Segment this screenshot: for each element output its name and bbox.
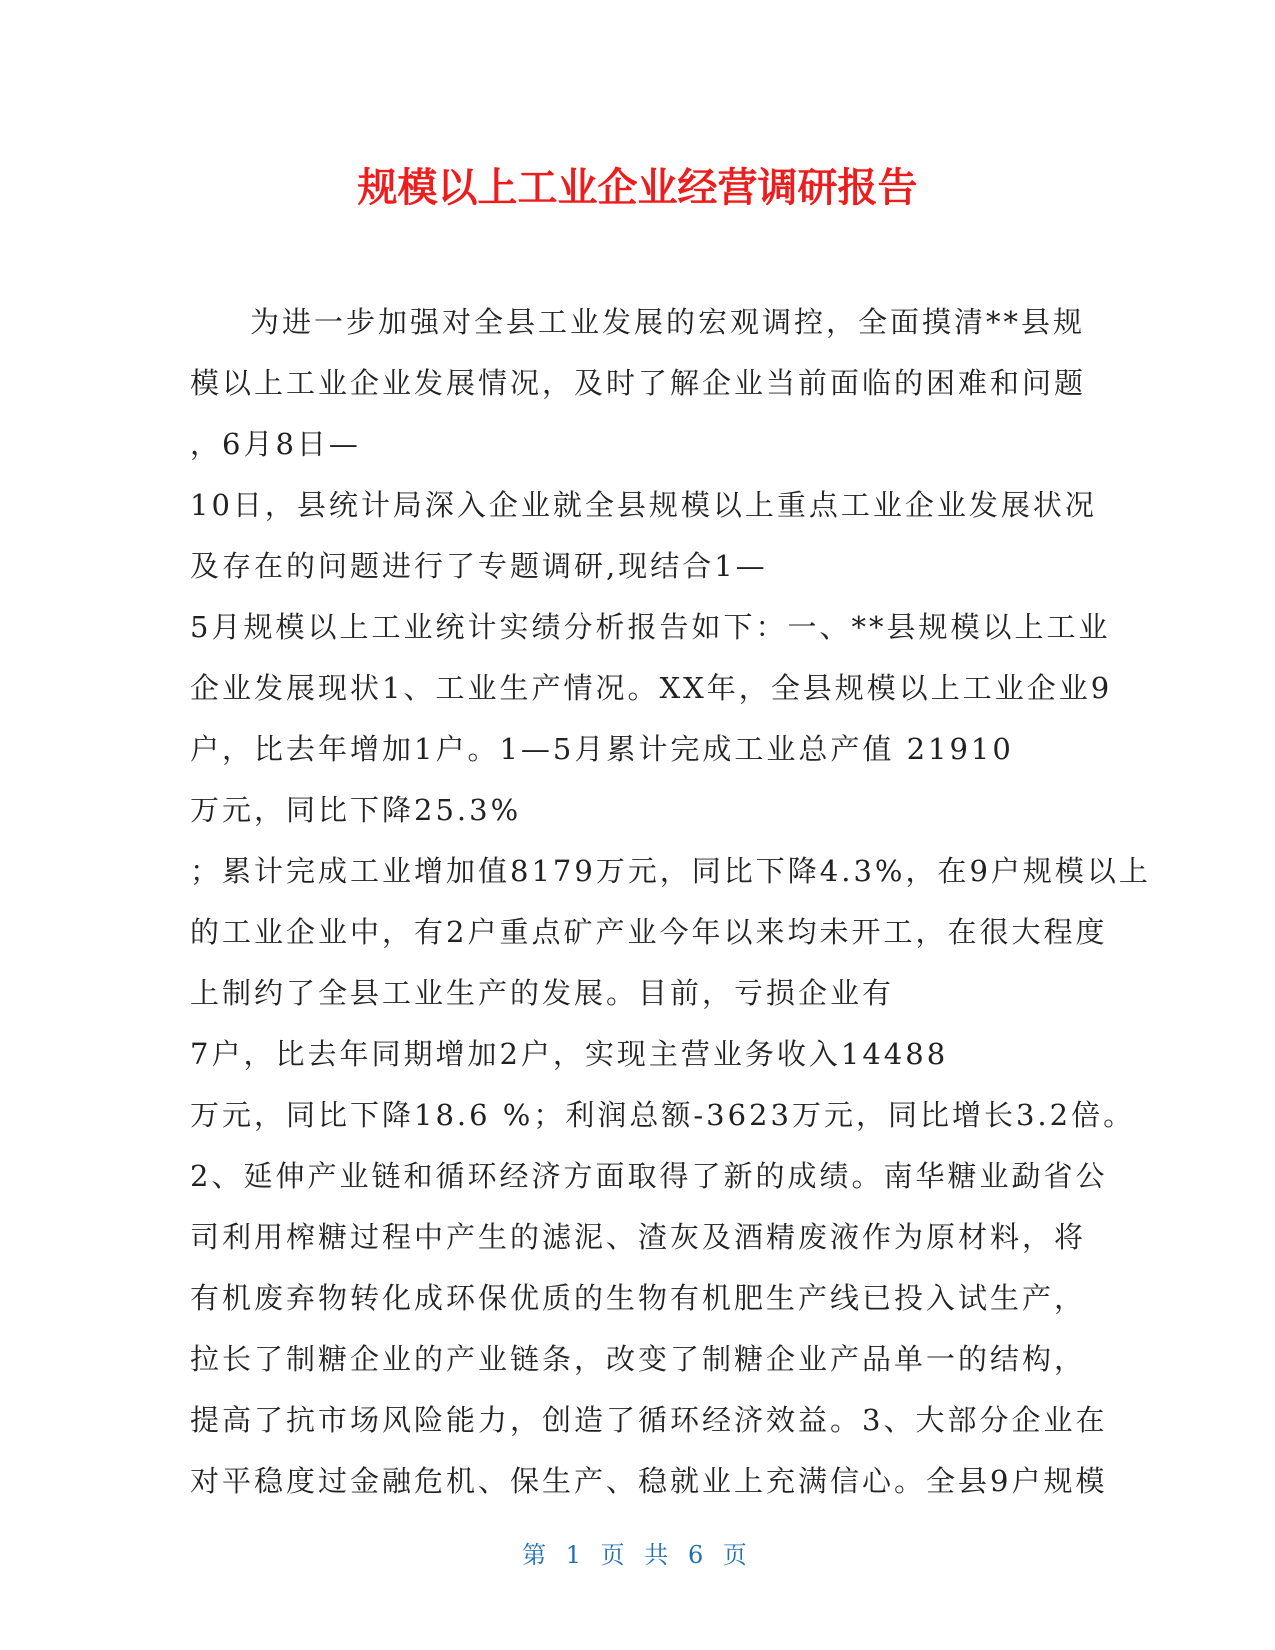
paragraph-line: ；累计完成工业增加值8179万元，同比下降4.3%，在9户规模以上 (190, 854, 1151, 888)
paragraph-line: 提高了抗市场风险能力，创造了循环经济效益。3、大部分企业在 (190, 1403, 1108, 1437)
paragraph-line: 户，比去年增加1户。1—5月累计完成工业总产值 21910 (190, 732, 1014, 766)
paragraph-line: 为进一步加强对全县工业发展的宏观调控，全面摸清**县规 (250, 305, 1086, 339)
paragraph-line: 7户，比去年同期增加2户，实现主营业务收入14488 (190, 1037, 949, 1071)
paragraph-line: 5月规模以上工业统计实绩分析报告如下：一、**县规模以上工业 (190, 610, 1111, 644)
paragraph-line: 万元，同比下降25.3% (190, 793, 522, 827)
paragraph-line: 企业发展现状1、工业生产情况。XX年，全县规模以上工业企业9 (190, 671, 1113, 705)
page-number-footer: 第 1 页 共 6 页 (522, 1541, 753, 1569)
document-title: 规模以上工业企业经营调研报告 (357, 165, 918, 211)
paragraph-line: ，6月8日— (190, 427, 361, 461)
document-body (190, 292, 1151, 1512)
paragraph-line: 对平稳度过金融危机、保生产、稳就业上充满信心。全县9户规模 (190, 1464, 1108, 1498)
paragraph-line: 的工业企业中，有2户重点矿产业今年以来均未开工，在很大程度 (190, 915, 1108, 949)
paragraph-line: 有机废弃物转化成环保优质的生物有机肥生产线已投入试生产， (190, 1281, 1087, 1315)
paragraph-line: 10日，县统计局深入企业就全县规模以上重点工业企业发展状况 (190, 488, 1097, 522)
paragraph-line: 拉长了制糖企业的产业链条，改变了制糖企业产品单一的结构， (190, 1342, 1087, 1376)
paragraph-line: 万元，同比下降18.6 %；利润总额-3623万元，同比增长3.2倍。 (190, 1098, 1136, 1132)
paragraph-line: 模以上工业企业发展情况，及时了解企业当前面临的困难和问题 (190, 366, 1087, 400)
paragraph-line: 上制约了全县工业生产的发展。目前，亏损企业有 (190, 976, 895, 1010)
paragraph-line: 司利用榨糖过程中产生的滤泥、渣灰及酒精废液作为原材料，将 (190, 1220, 1087, 1254)
paragraph-line: 2、延伸产业链和循环经济方面取得了新的成绩。南华糖业勐省公 (190, 1159, 1108, 1193)
paragraph-line: 及存在的问题进行了专题调研,现结合1— (190, 549, 768, 583)
